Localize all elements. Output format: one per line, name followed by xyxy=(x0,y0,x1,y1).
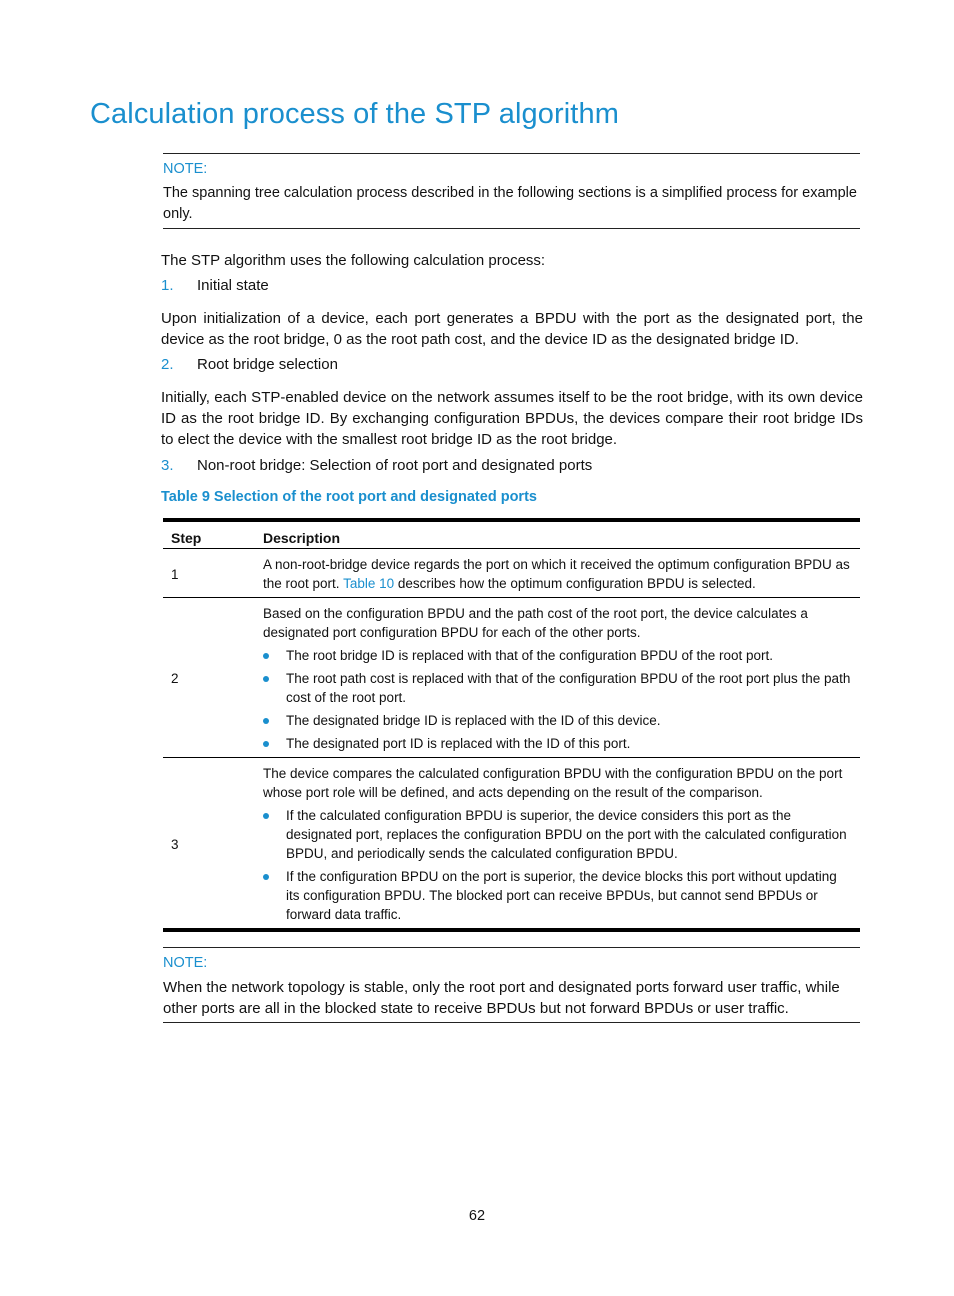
root-bridge-paragraph: Initially, each STP-enabled device on the network assumes itself to be the root bridge, with its own device ID as the root bridge ID. By exchanging configuration BPDUs, the devices compare their root bridge IDs to elect the device with the smallest root bridge ID as the root bridge. xyxy=(161,389,863,448)
bullet-item xyxy=(263,734,852,753)
bullet-icon xyxy=(263,813,269,819)
step-cell: 3 xyxy=(171,836,179,852)
column-header-step: Step xyxy=(163,520,255,549)
table-caption: Table 9 Selection of the root port and designated ports xyxy=(161,489,537,505)
intro-paragraph: The STP algorithm uses the following calculation process: xyxy=(161,252,546,269)
table-row xyxy=(163,758,860,931)
step-label: Non-root bridge: Selection of root port and designated ports xyxy=(197,457,593,474)
description-cell xyxy=(255,598,860,758)
note-box xyxy=(163,153,860,229)
note-box-2 xyxy=(163,947,860,1023)
bullet-icon xyxy=(263,676,269,682)
step-cell: 1 xyxy=(163,549,255,598)
step-number: 3. xyxy=(161,457,174,474)
description-cell xyxy=(255,549,860,598)
bullet-icon xyxy=(263,874,269,880)
bullet-icon xyxy=(263,653,269,659)
bullet-item xyxy=(263,669,852,707)
description-intro: Based on the configuration BPDU and the path cost of the root port, the device calculates a designated port configuration BPDU for each of the other ports. xyxy=(263,606,808,640)
description-text: A non-root-bridge device regards the port on which it received the optimum configuration BPDU as the root port. xyxy=(263,557,850,591)
bullet-icon xyxy=(263,718,269,724)
bullet-text: If the configuration BPDU on the port is superior, the device blocks this port without updating its configuration BPDU. The blocked port can receive BPDUs, but cannot send BPDUs or forward data traffic. xyxy=(286,869,837,922)
table-row xyxy=(163,549,860,598)
initial-state-paragraph: Upon initialization of a device, each port generates a BPDU with the port as the designated port, the device as the root bridge, 0 as the root path cost, and the device ID as the designated bridge ID. xyxy=(161,310,863,348)
table-10-link[interactable]: Table 10 xyxy=(343,576,395,591)
bullet-icon xyxy=(263,741,269,747)
selection-table xyxy=(163,518,860,932)
step-label: Initial state xyxy=(197,277,269,294)
step-item-3 xyxy=(161,457,592,474)
description-cell xyxy=(255,758,860,931)
note-text: The spanning tree calculation process described in the following sections is a simplified process for example only. xyxy=(163,185,857,222)
page-number: 62 xyxy=(468,1208,486,1224)
bullet-text: The root path cost is replaced with that of the configuration BPDU of the root port plus the path cost of the root port. xyxy=(286,671,851,705)
step-item-1 xyxy=(161,277,269,294)
bullet-list xyxy=(263,646,852,753)
description-intro: The device compares the calculated configuration BPDU with the configuration BPDU on the port whose port role will be defined, and acts depending on the result of the comparison. xyxy=(263,766,843,800)
bullet-item xyxy=(263,711,852,730)
step-number: 1. xyxy=(161,277,174,294)
bullet-item xyxy=(263,646,852,665)
column-header-description: Description xyxy=(255,520,860,549)
description-text: describes how the optimum configuration BPDU is selected. xyxy=(394,576,756,591)
step-cell: 2 xyxy=(163,598,255,758)
note-label: NOTE: xyxy=(163,955,208,971)
page-title: Calculation process of the STP algorithm xyxy=(90,98,619,130)
table-row xyxy=(163,598,860,758)
bullet-item xyxy=(263,867,852,924)
note-label: NOTE: xyxy=(163,161,208,177)
bullet-text: If the calculated configuration BPDU is superior, the device considers this port as the designated port, replaces the configuration BPDU on the port with the calculated configuration BPDU, and periodically sends the calculated configuration BPDU. xyxy=(286,808,847,861)
bullet-text: The designated port ID is replaced with the ID of this port. xyxy=(286,736,631,751)
bullet-item xyxy=(263,806,852,863)
note-text: When the network topology is stable, only the root port and designated ports forward user traffic, while other ports are all in the blocked state to receive BPDUs but not forward BPDUs or user traffic. xyxy=(163,979,840,1017)
bullet-text: The designated bridge ID is replaced with the ID of this device. xyxy=(286,713,661,728)
bullet-list xyxy=(263,806,852,924)
step-label: Root bridge selection xyxy=(197,356,338,373)
step-number: 2. xyxy=(161,356,174,373)
bullet-text: The root bridge ID is replaced with that of the configuration BPDU of the root port. xyxy=(286,648,774,663)
step-item-2 xyxy=(161,356,338,373)
